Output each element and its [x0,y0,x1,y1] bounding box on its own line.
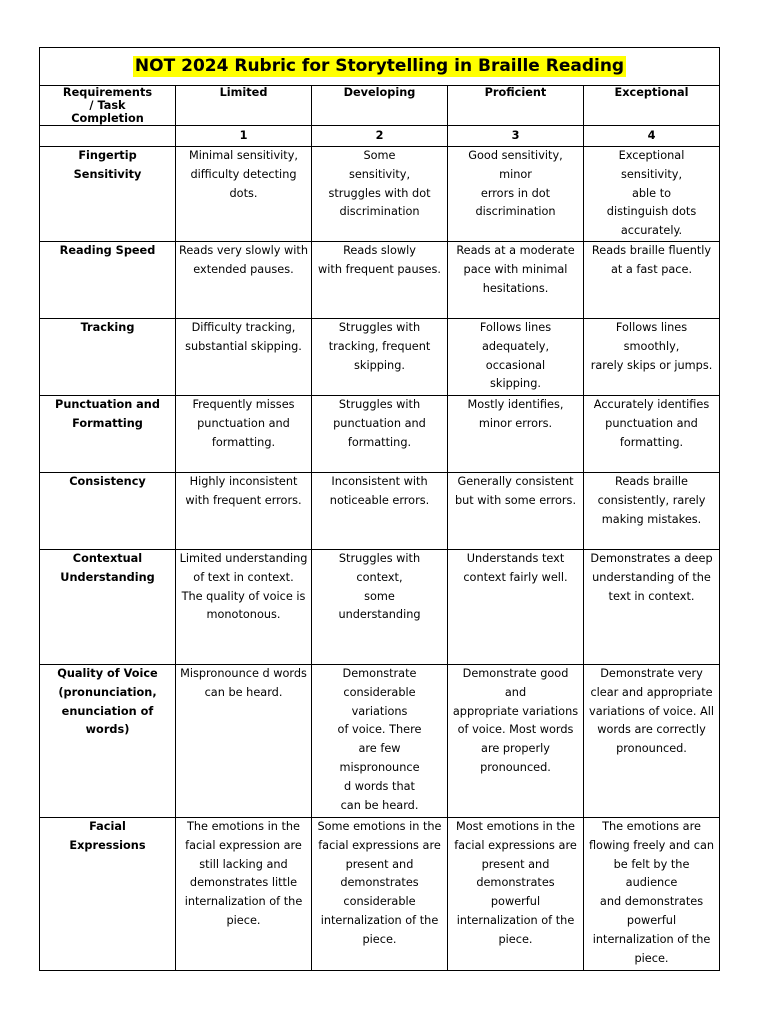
criteria-cell: Some emotions in the facial expressions are present and demonstrates considerable internalization of the piece. [312,817,448,970]
table-row [40,472,720,549]
criteria-cell: Reads very slowly with extended pauses. [176,241,312,318]
criteria-cell: Generally consistent but with some errors. [448,472,584,549]
criteria-cell: Struggles with punctuation and formatting. [312,395,448,472]
criteria-cell: Inconsistent with noticeable errors. [312,472,448,549]
header-exceptional: Exceptional [584,86,720,126]
score-row [40,126,720,147]
criteria-cell: Demonstrate good and appropriate variations of voice. Most words are properly pronounced. [448,664,584,817]
requirement-label: Facial Expressions [40,817,176,970]
criteria-cell: Most emotions in the facial expressions are present and demonstrates powerful internalization of the piece. [448,817,584,970]
criteria-cell: Reads slowly with frequent pauses. [312,241,448,318]
score-4: 4 [584,126,720,147]
table-row [40,147,720,242]
criteria-cell: Reads braille fluently at a fast pace. [584,241,720,318]
criteria-cell: Understands text context fairly well. [448,549,584,664]
requirement-label: Consistency [40,472,176,549]
table-row [40,318,720,395]
requirement-label: Tracking [40,318,176,395]
title-row [40,48,720,86]
requirement-label: Reading Speed [40,241,176,318]
header-proficient: Proficient [448,86,584,126]
requirement-label: Fingertip Sensitivity [40,147,176,242]
header-developing: Developing [312,86,448,126]
score-1: 1 [176,126,312,147]
criteria-cell: Frequently misses punctuation and formatting. [176,395,312,472]
criteria-cell: Reads at a moderate pace with minimal hesitations. [448,241,584,318]
score-2: 2 [312,126,448,147]
criteria-cell: Mostly identifies, minor errors. [448,395,584,472]
document-title: NOT 2024 Rubric for Storytelling in Braille Reading [134,55,625,76]
criteria-cell: Accurately identifies punctuation and formatting. [584,395,720,472]
criteria-cell: Difficulty tracking, substantial skipping. [176,318,312,395]
title-cell [40,48,720,86]
criteria-cell: Limited understanding of text in context. The quality of voice is monotonous. [176,549,312,664]
header-limited: Limited [176,86,312,126]
criteria-cell: The emotions in the facial expression are still lacking and demonstrates little internalization of the piece. [176,817,312,970]
criteria-cell: Follows lines smoothly, rarely skips or jumps. [584,318,720,395]
header-requirements: Requirements / Task Completion [40,86,176,126]
table-row [40,549,720,664]
criteria-cell: Demonstrate considerable variations of voice. There are few mispronounce d words that can be heard. [312,664,448,817]
criteria-cell: Demonstrates a deep understanding of the text in context. [584,549,720,664]
table-row [40,664,720,817]
requirement-label: Contextual Understanding [40,549,176,664]
criteria-cell: Highly inconsistent with frequent errors. [176,472,312,549]
criteria-cell: Mispronounce d words can be heard. [176,664,312,817]
criteria-cell: Demonstrate very clear and appropriate variations of voice. All words are correctly pronounced. [584,664,720,817]
score-3: 3 [448,126,584,147]
score-blank [40,126,176,147]
criteria-cell: Good sensitivity, minor errors in dot discrimination [448,147,584,242]
criteria-cell: Exceptional sensitivity, able to distinguish dots accurately. [584,147,720,242]
criteria-cell: Struggles with context, some understanding [312,549,448,664]
table-row [40,241,720,318]
criteria-cell: Some sensitivity, struggles with dot discrimination [312,147,448,242]
table-row [40,395,720,472]
requirement-label: Punctuation and Formatting [40,395,176,472]
requirement-label: Quality of Voice (pronunciation, enunciation of words) [40,664,176,817]
criteria-cell: The emotions are flowing freely and can be felt by the audience and demonstrates powerful internalization of the piece. [584,817,720,970]
criteria-cell: Follows lines adequately, occasional skipping. [448,318,584,395]
table-row [40,817,720,970]
criteria-cell: Minimal sensitivity, difficulty detecting dots. [176,147,312,242]
header-row [40,86,720,126]
criteria-cell: Reads braille consistently, rarely making mistakes. [584,472,720,549]
criteria-cell: Struggles with tracking, frequent skipping. [312,318,448,395]
rubric-table [39,47,720,971]
